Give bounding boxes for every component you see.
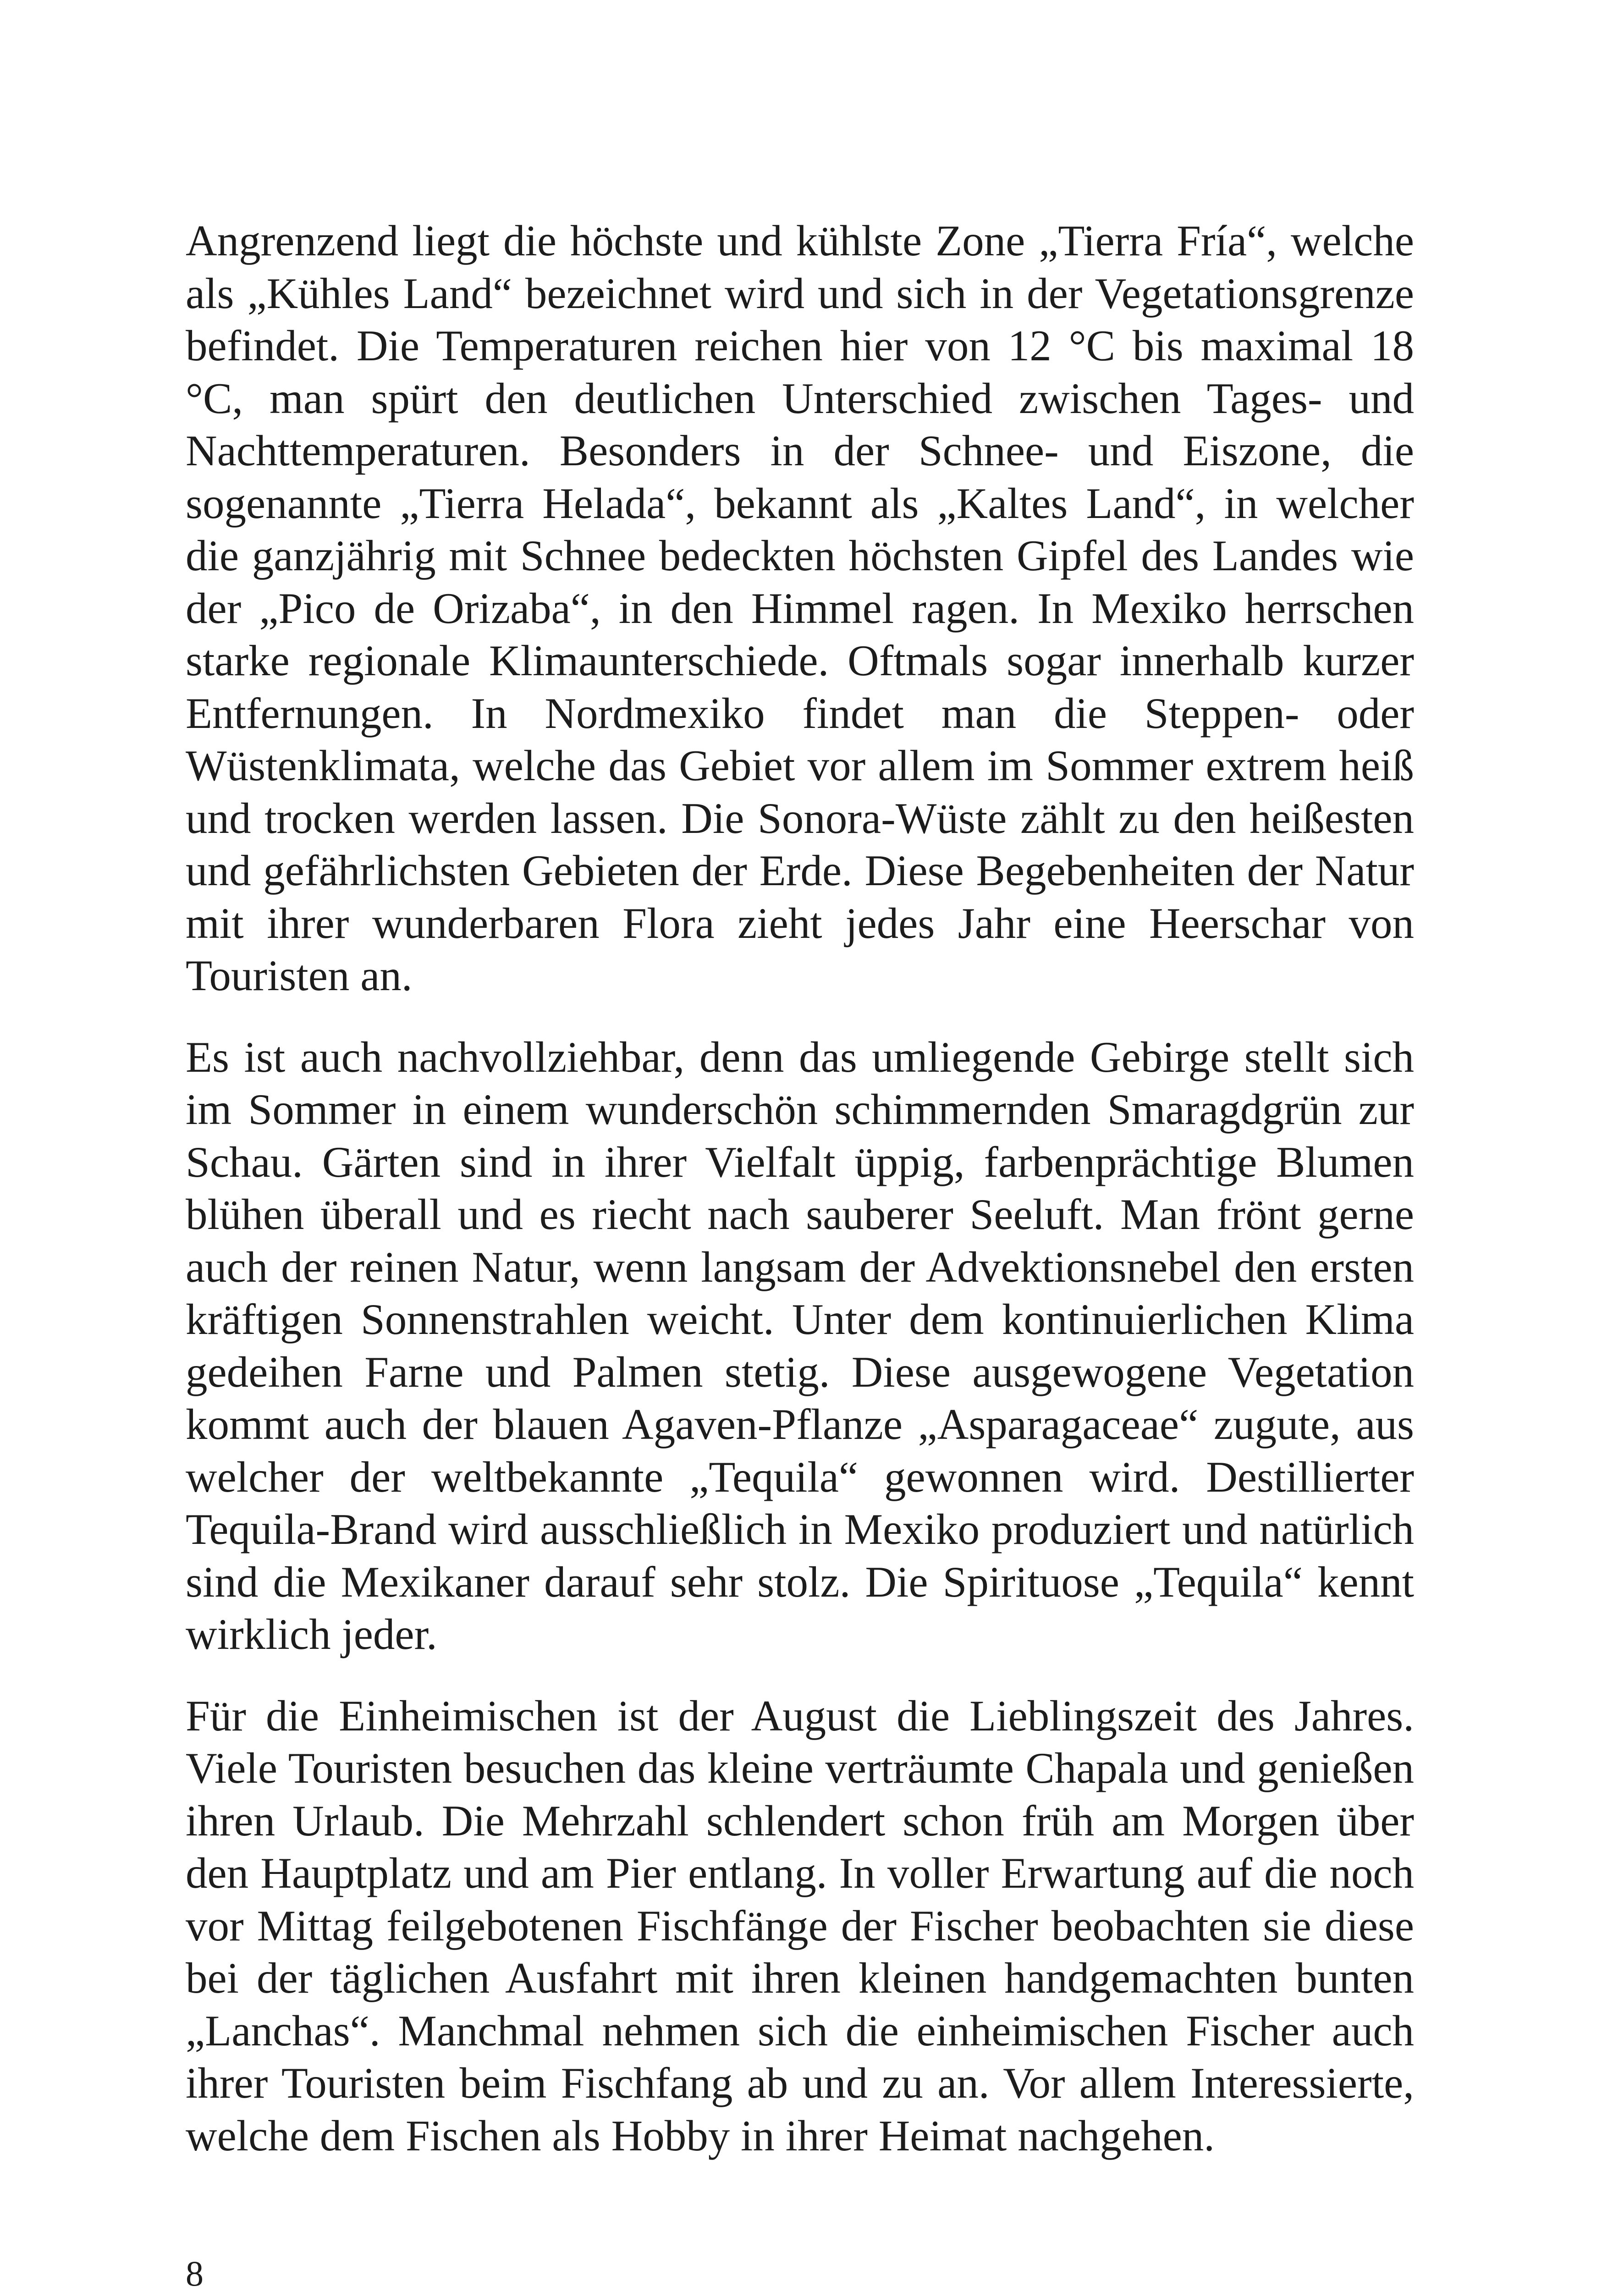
paragraph-chapala-tourists: Für die Einheimischen ist der August die Lieblingszeit des Jahres. Viele Touristen besuchen das kleine verträumte Chapala und genießen ihren Urlaub. Die Mehrzahl schlendert schon früh am Morgen über den Hauptplatz und am Pier entlang. In voller Erwartung auf die noch vor Mittag feilgebotenen Fischfänge der Fischer beobachten sie diese bei der täglichen Ausfahrt mit ihren kleinen handgemachten bunten „Lanchas“. Manchmal nehmen sich die einheimischen Fischer auch ihrer Touristen beim Fischfang ab und zu an. Vor allem Interessierte, welche dem Fischen als Hobby in ihrer Heimat nachgehen. — [186, 1691, 1414, 2160]
page-number: 8 — [186, 2253, 204, 2292]
body-text — [186, 215, 1414, 2162]
paragraph-vegetation-tequila: Es ist auch nachvollziehbar, denn das umliegende Gebirge stellt sich im Sommer in einem wunderschön schimmernden Smaragdgrün zur Schau. Gärten sind in ihrer Vielfalt üppig, farbenprächtige Blumen blühen überall und es riecht nach sauberer Seeluft. Man frönt gerne auch der reinen Natur, wenn langsam der Advektionsnebel den ersten kräftigen Sonnenstrahlen weicht. Unter dem kontinuierlichen Klima gedeihen Farne und Palmen stetig. Diese ausgewogene Vegetation kommt auch der blauen Agaven-Pflanze „Asparagaceae“ zugute, aus welcher der weltbekannte „Tequila“ gewonnen wird. Destillierter Tequila-Brand wird ausschließlich in Mexiko produziert und natürlich sind die Mexikaner darauf sehr stolz. Die Spirituose „Tequila“ kennt wirklich jeder. — [186, 1032, 1414, 1658]
paragraph-climate-zones: Angrenzend liegt die höchste und kühlste Zone „Tierra Fría“, welche als „Kühles Land“ bezeichnet wird und sich in der Vegetationsgrenze befindet. Die Temperaturen reichen hier von 12 °C bis maximal 18 °C, man spürt den deutlichen Unterschied zwischen Tages- und Nachttemperaturen. Besonders in der Schnee- und Eiszone, die sogenannte „Tierra Helada“, bekannt als „Kaltes Land“, in welcher die ganzjährig mit Schnee bedeckten höchsten Gipfel des Landes wie der „Pico de Orizaba“, in den Himmel ragen. In Mexiko herrschen starke regionale Klimaunterschiede. Oftmals sogar innerhalb kurzer Entfernungen. In Nordmexiko findet man die Steppen- oder Wüstenklimata, welche das Gebiet vor allem im Sommer extrem heiß und trocken werden lassen. Die Sonora-Wüste zählt zu den heißesten und gefährlichsten Gebieten der Erde. Diese Begebenheiten der Natur mit ihrer wunderbaren Flora zieht jedes Jahr eine Heerschar von Touristen an. — [186, 216, 1414, 1000]
